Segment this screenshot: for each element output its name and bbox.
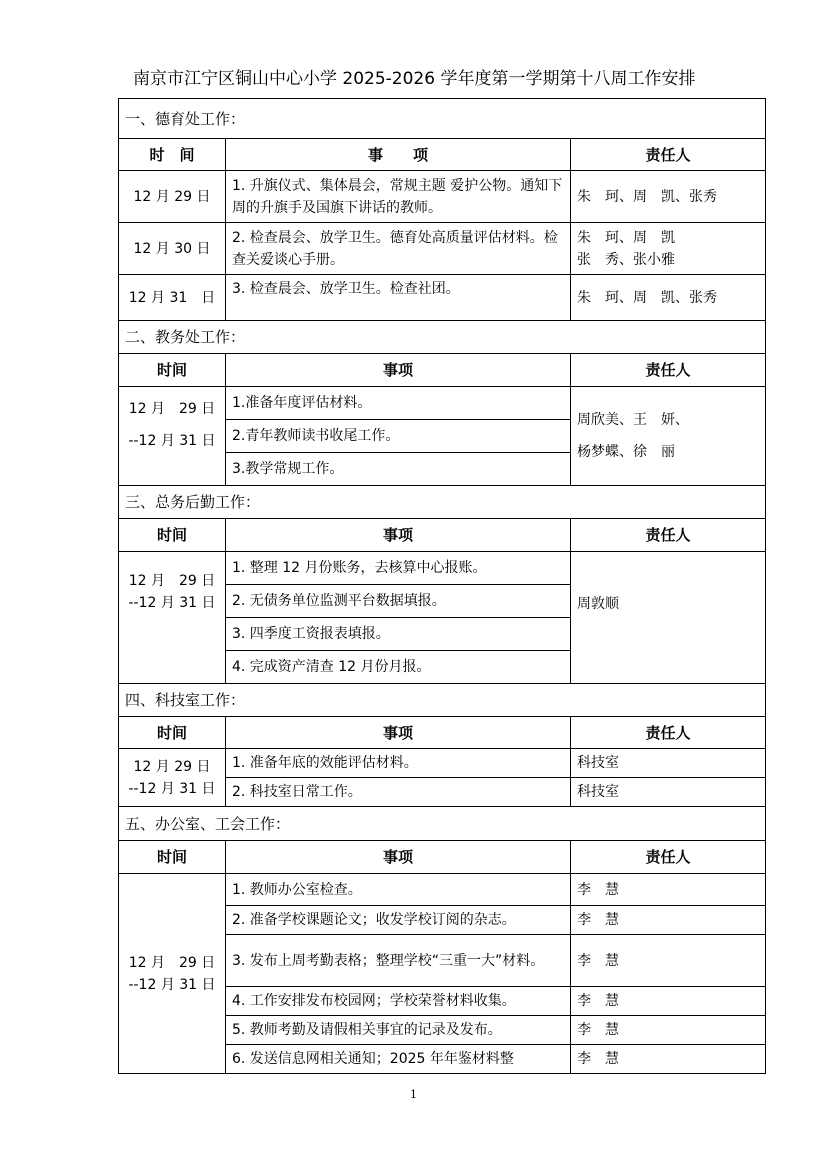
section-heading: 三、总务后勤工作： (119, 486, 766, 519)
column-header-item: 事项 (226, 354, 571, 387)
table-row (119, 223, 766, 275)
item-cell: 2.青年教师读书收尾工作。 (226, 420, 571, 453)
time-cell: 12 月 31 日 (119, 275, 226, 321)
table-row (119, 552, 766, 585)
column-header-responsible: 责任人 (571, 354, 766, 387)
time-cell: 12 月 29 日 --12 月 31 日 (119, 387, 226, 486)
table-row (119, 275, 766, 321)
item-cell: 1.准备年度评估材料。 (226, 387, 571, 420)
item-cell: 4. 完成资产清查 12 月份月报。 (226, 651, 571, 684)
responsible-cell: 科技室 (571, 749, 766, 778)
page-number: 1 (410, 1088, 417, 1101)
responsible-cell: 李 慧 (571, 1045, 766, 1074)
column-header-row (119, 717, 766, 749)
responsible-cell: 周敦顺 (571, 552, 766, 684)
column-header-row (119, 841, 766, 874)
responsible-cell: 朱 珂、周 凯、张秀 (571, 275, 766, 321)
column-header-responsible: 责任人 (571, 717, 766, 749)
section-heading-row (119, 321, 766, 354)
column-header-time: 时间 (119, 841, 226, 874)
section-heading-row (119, 684, 766, 717)
time-cell: 12 月 29 日 --12 月 31 日 (119, 874, 226, 1074)
time-cell: 12 月 29 日 --12 月 31 日 (119, 552, 226, 684)
item-cell: 4. 工作安排发布校园网；学校荣誉材料收集。 (226, 987, 571, 1016)
time-cell: 12 月 30 日 (119, 223, 226, 275)
responsible-cell: 李 慧 (571, 987, 766, 1016)
responsible-cell: 李 慧 (571, 906, 766, 935)
item-cell: 3.教学常规工作。 (226, 453, 571, 486)
table-row (119, 387, 766, 420)
item-cell: 2. 科技室日常工作。 (226, 778, 571, 807)
table-row (119, 171, 766, 223)
item-cell: 3. 发布上周考勤表格；整理学校“三重一大”材料。 (226, 935, 571, 987)
time-cell: 12 月 29 日 --12 月 31 日 (119, 749, 226, 807)
time-cell: 12 月 29 日 (119, 171, 226, 223)
column-header-row (119, 354, 766, 387)
column-header-responsible: 责任人 (571, 519, 766, 552)
item-cell: 1. 升旗仪式、集体晨会，常规主题 爱护公物。通知下周的升旗手及国旗下讲话的教师。 (226, 171, 571, 223)
column-header-row (119, 519, 766, 552)
responsible-cell: 李 慧 (571, 1016, 766, 1045)
item-cell: 3. 检查晨会、放学卫生。检查社团。 (226, 275, 571, 321)
responsible-cell: 李 慧 (571, 874, 766, 906)
column-header-responsible: 责任人 (571, 841, 766, 874)
item-cell: 1. 准备年底的效能评估材料。 (226, 749, 571, 778)
column-header-time: 时间 (119, 717, 226, 749)
item-cell: 5. 教师考勤及请假相关事宜的记录及发布。 (226, 1016, 571, 1045)
page-title: 南京市江宁区铜山中心小学 2025-2026 学年度第一学期第十八周工作安排 (133, 69, 696, 89)
item-cell: 2. 无债务单位监测平台数据填报。 (226, 585, 571, 618)
item-cell: 2. 准备学校课题论文；收发学校订阅的杂志。 (226, 906, 571, 935)
column-header-row (119, 139, 766, 171)
section-heading: 二、教务处工作： (119, 321, 766, 354)
column-header-item: 事 项 (226, 139, 571, 171)
section-heading: 四、科技室工作： (119, 684, 766, 717)
responsible-cell: 朱 珂、周 凯 张 秀、张小雅 (571, 223, 766, 275)
column-header-responsible: 责任人 (571, 139, 766, 171)
work-schedule-table (118, 98, 766, 1074)
section-heading-row (119, 807, 766, 841)
responsible-cell: 科技室 (571, 778, 766, 807)
column-header-item: 事项 (226, 841, 571, 874)
section-heading-row (119, 486, 766, 519)
table-row (119, 749, 766, 778)
column-header-time: 时间 (119, 519, 226, 552)
section-heading: 一、德育处工作： (119, 99, 766, 139)
item-cell: 3. 四季度工资报表填报。 (226, 618, 571, 651)
section-heading: 五、办公室、工会工作： (119, 807, 766, 841)
item-cell: 2. 检查晨会、放学卫生。德育处高质量评估材料。检查关爱谈心手册。 (226, 223, 571, 275)
column-header-item: 事项 (226, 519, 571, 552)
section-heading-row (119, 99, 766, 139)
table-row (119, 874, 766, 906)
responsible-cell: 李 慧 (571, 935, 766, 987)
responsible-cell: 朱 珂、周 凯、张秀 (571, 171, 766, 223)
column-header-item: 事项 (226, 717, 571, 749)
item-cell: 1. 教师办公室检查。 (226, 874, 571, 906)
column-header-time: 时间 (119, 354, 226, 387)
column-header-time: 时 间 (119, 139, 226, 171)
item-cell: 6. 发送信息网相关通知；2025 年年鉴材料整 (226, 1045, 571, 1074)
responsible-cell: 周欣美、王 妍、 杨梦蝶、徐 丽 (571, 387, 766, 486)
item-cell: 1. 整理 12 月份账务，去核算中心报账。 (226, 552, 571, 585)
